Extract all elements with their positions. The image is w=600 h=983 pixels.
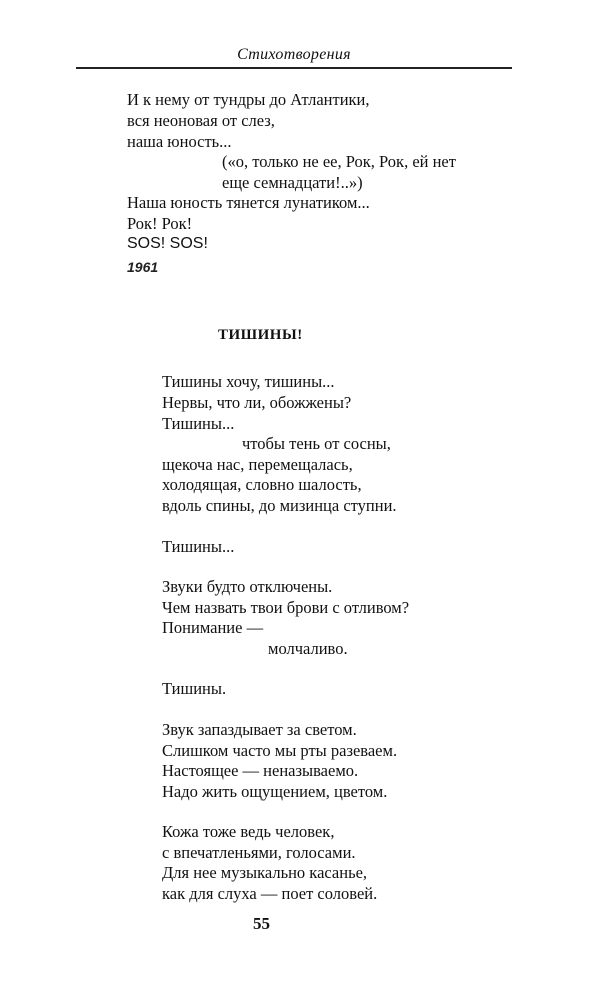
- poem-line: Тишины хочу, тишины...: [162, 372, 335, 391]
- poem-line: Звук запаздывает за светом.: [162, 720, 357, 739]
- header-rule: [76, 67, 512, 69]
- poem-line: SOS! SOS!: [127, 235, 208, 252]
- poem-line: И к нему от тундры до Атлантики,: [127, 90, 370, 109]
- poem-line: Надо жить ощущением, цветом.: [162, 782, 388, 801]
- poem-line: Понимание —: [162, 618, 264, 637]
- poem-line: с впечатленьями, голосами.: [162, 843, 356, 862]
- poem-line: Слишком часто мы рты разеваем.: [162, 741, 398, 760]
- poem-line: еще семнадцати!..»): [222, 173, 363, 192]
- page-number: 55: [253, 914, 270, 933]
- poem-line: Тишины.: [162, 679, 227, 698]
- poem-line: наша юность...: [127, 132, 232, 151]
- poem-line: Тишины...: [162, 537, 235, 556]
- poem-line: Рок! Рок!: [127, 214, 193, 233]
- poem-line: вся неоновая от слез,: [127, 111, 275, 130]
- poem-line: Настоящее — неназываемо.: [162, 761, 359, 780]
- poem-line: холодящая, словно шалость,: [162, 475, 362, 494]
- poem-line: Для нее музыкально касанье,: [162, 863, 368, 882]
- poem-year: 1961: [127, 259, 159, 275]
- poem-line: Чем назвать твои брови с отливом?: [162, 598, 410, 617]
- poem-line: щекоча нас, перемещалась,: [162, 455, 353, 474]
- poem-line: Звуки будто отключены.: [162, 577, 333, 596]
- poem-line: Кожа тоже ведь человек,: [162, 822, 335, 841]
- poem-line: Наша юность тянется лунатиком...: [127, 193, 370, 212]
- running-head: Стихотворения: [237, 46, 351, 63]
- poem-line: молчаливо.: [268, 639, 348, 658]
- poem-line: как для слуха — поет соловей.: [162, 884, 378, 903]
- poem-line: Нервы, что ли, обожжены?: [162, 393, 352, 412]
- poem-line: («о, только не ее, Рок, Рок, ей нет: [222, 152, 456, 171]
- poem-line: вдоль спины, до мизинца ступни.: [162, 496, 397, 515]
- poem-line: Тишины...: [162, 414, 235, 433]
- poem2-title: ТИШИНЫ!: [218, 327, 303, 343]
- poem-line: чтобы тень от сосны,: [242, 434, 391, 453]
